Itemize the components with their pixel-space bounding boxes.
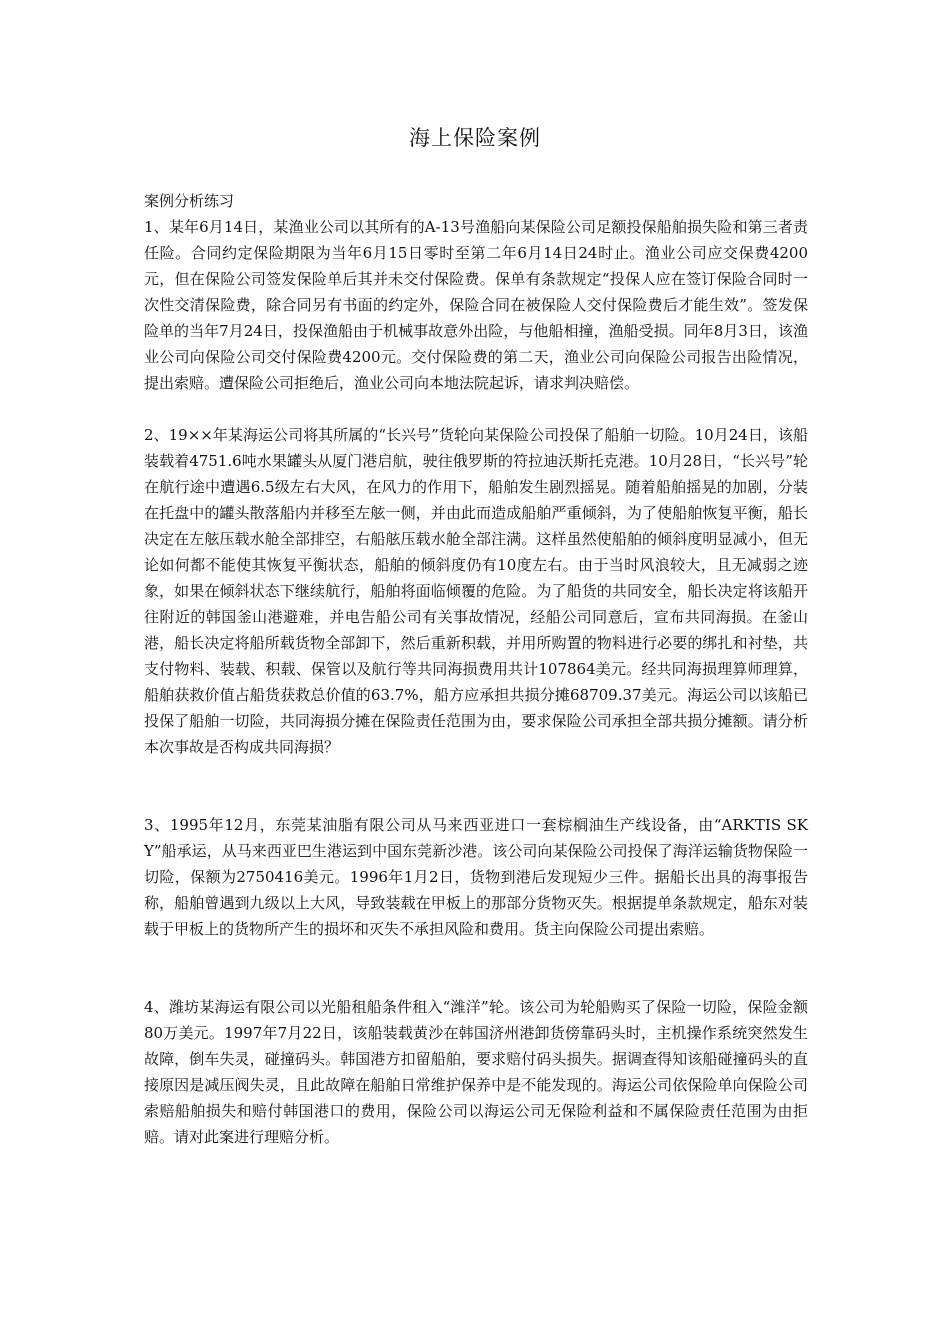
case-paragraph-2: 2、19××年某海运公司将其所属的“长兴号”货轮向某保险公司投保了船舶一切险。10月24日，该船装载着4751.6吨水果罐头从厦门港启航，驶往俄罗斯的符拉迪沃斯托克港。10月28日，“长兴号”轮在航行途中遭遇6.5级左右大风，在风力的作用下，船舶发生剧烈摇晃。随着船舶摇晃的加剧，分装在托盘中的罐头散落船内并移至左舷一侧，并由此而造成船舶严重倾斜，为了使船舶恢复平衡，船长决定在左舷压载水舱全部排空，右船舷压载水舱全部注满。这样虽然使船舶的倾斜度明显减小，但无论如何都不能使其恢复平衡状态，船舶的倾斜度仍有10度左右。由于当时风浪较大，且无减弱之迹象，如果在倾斜状态下继续航行，船舶将面临倾覆的危险。为了船货的共同安全，船长决定将该船开往附近的韩国釜山港避难，并电告船公司有关事故情况，经船公司同意后，宣布共同海损。在釜山港，船长决定将船所载货物全部卸下，然后重新积载，并用所购置的物料进行必要的绑扎和衬垫，共支付物料、装载、积载、保管以及航行等共同海损费用共计107864美元。经共同海损理算师理算，船舶获救价值占船货获救总价值的63.7%，船方应承担共损分摊68709.37美元。海运公司以该船已投保了船舶一切险，共同海损分摊在保险责任范围为由，要求保险公司承担全部共损分摊额。请分析本次事故是否构成共同海损？ <box>144 426 808 756</box>
case-paragraph-4: 4、潍坊某海运有限公司以光船租船条件租入“潍洋”轮。该公司为轮船购买了保险一切险，保险金额80万美元。1997年7月22日，该船装载黄沙在韩国济州港卸货傍靠码头时，主机操作系统突然发生故障，倒车失灵，碰撞码头。韩国港方扣留船舶，要求赔付码头损失。据调查得知该船碰撞码头的直接原因是减压阀失灵，且此故障在船舶日常维护保养中是不能发现的。海运公司依保险单向保险公司索赔船舶损失和赔付韩国港口的费用，保险公司以海运公司无保险利益和不属保险责任范围为由拒赔。请对此案进行理赔分析。 <box>144 998 808 1146</box>
page-title: 海上保险案例 <box>409 126 541 150</box>
case-paragraph-1: 1、某年6月14日，某渔业公司以其所有的A-13号渔船向某保险公司足额投保船舶损失险和第三者责任险。合同约定保险期限为当年6月15日零时至第二年6月14日24时止。渔业公司应交保费4200元，但在保险公司签发保险单后其并未交付保险费。保单有条款规定“投保人应在签订保险合同时一次性交清保险费，除合同另有书面的约定外，保险合同在被保险人交付保险费后才能生效”。签发保险单的当年7月24日，投保渔船由于机械事故意外出险，与他船相撞，渔船受损。同年8月3日，该渔业公司向保险公司交付保险费4200元。交付保险费的第二天，渔业公司向保险公司报告出险情况，提出索赔。遭保险公司拒绝后，渔业公司向本地法院起诉，请求判决赔偿。 <box>144 218 808 392</box>
section-label: 案例分析练习 <box>144 192 235 210</box>
case-paragraph-3: 3、1995年12月，东莞某油脂有限公司从马来西亚进口一套棕榈油生产线设备，由“ARKTIS SKY”船承运，从马来西亚巴生港运到中国东莞新沙港。该公司向某保险公司投保了海洋运输货物保险一切险，保额为2750416美元。1996年1月2日，货物到港后发现短少三件。据船长出具的海事报告称，船舶曾遇到九级以上大风，导致装载在甲板上的那部分货物灭失。根据提单条款规定，船东对装载于甲板上的货物所产生的损坏和灭失不承担风险和费用。货主向保险公司提出索赔。 <box>144 816 808 938</box>
document-body <box>144 188 808 1150</box>
